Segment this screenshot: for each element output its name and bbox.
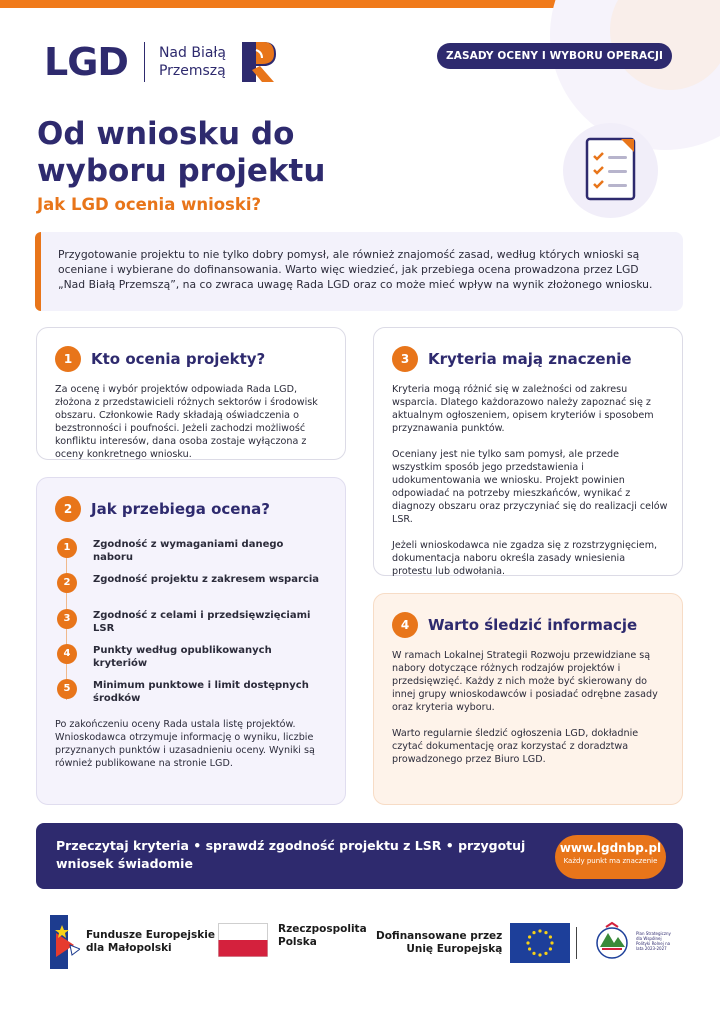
section-paragraph: Kryteria mogą różnić się w zależności od zakresu wsparcia. Dlatego każdorazowo należy zapoznać się z aktualnym ogłoszeniem, opisem kryteriów i sposobem przyznawania punktów. bbox=[392, 384, 654, 434]
step-number: 3 bbox=[57, 609, 77, 629]
page-title bbox=[37, 116, 457, 190]
fem-line2: dla Małopolski bbox=[86, 942, 172, 954]
fem-line1: Fundusze Europejskie bbox=[86, 929, 215, 941]
section-paragraph: Jeżeli wnioskodawca nie zgadza się z rozstrzygnięciem, dokumentacja naboru określa zasady wniesienia protestu lub odwołania. bbox=[392, 540, 658, 577]
psp-logo bbox=[592, 921, 672, 961]
section-header bbox=[55, 346, 265, 372]
category-tag: ZASADY OCENY I WYBORU OPERACJI bbox=[437, 43, 672, 69]
cta-banner bbox=[36, 823, 683, 889]
step-number: 5 bbox=[57, 679, 77, 699]
section-paragraph: Za ocenę i wybór projektów odpowiada Rada LGD, złożona z przedstawicieli różnych sektorów i środowisk obszaru. Członkowie Rady składają oświadczenia o bezstronności i poufności. Jeżeli zachodzi możliwość konfliktu interesów, dana osoba zostaje wyłączona z oceny konkretnego wniosku. bbox=[55, 384, 318, 460]
section-evaluation-process bbox=[36, 477, 346, 805]
psp-text: Plan Strategiczny dla Wspólnej Polityki Rolnej na lata 2023-2027 bbox=[636, 931, 671, 951]
section-number: 2 bbox=[55, 496, 81, 522]
section-header bbox=[392, 346, 632, 372]
step-text: Punkty według opublikowanych kryteriów bbox=[93, 645, 272, 669]
polish-flag-icon bbox=[218, 923, 268, 957]
rp-logo bbox=[218, 923, 367, 957]
step-item bbox=[57, 573, 323, 593]
cta-text: Przeczytaj kryteria • sprawdź zgodność projektu z LSR • przygotuj wniosek świadomie bbox=[56, 838, 526, 871]
eu-flag-icon bbox=[510, 923, 570, 963]
section-number: 3 bbox=[392, 346, 418, 372]
section-title: Jak przebiega ocena? bbox=[91, 500, 270, 518]
rp-line1: Rzeczpospolita bbox=[278, 923, 367, 935]
checklist-badge bbox=[563, 123, 658, 218]
website-tagline: Każdy punkt ma znaczenie bbox=[563, 857, 658, 865]
section-text bbox=[392, 649, 668, 779]
checklist-icon bbox=[563, 123, 658, 218]
title-line2: wyboru projektu bbox=[37, 153, 326, 189]
section-title: Kryteria mają znaczenie bbox=[428, 350, 632, 368]
section-number: 4 bbox=[392, 612, 418, 638]
section-title: Warto śledzić informacje bbox=[428, 616, 638, 634]
eu-logo bbox=[376, 923, 570, 963]
website-pill[interactable] bbox=[555, 835, 666, 879]
fem-logo bbox=[50, 915, 215, 969]
section-who-evaluates bbox=[36, 327, 346, 460]
river-logo-icon bbox=[240, 40, 284, 84]
step-text: Zgodność z celami i przedsięwzięciami LSR bbox=[93, 610, 311, 634]
step-number: 4 bbox=[57, 644, 77, 664]
title-line1: Od wniosku do bbox=[37, 116, 295, 152]
section-title: Kto ocenia projekty? bbox=[91, 350, 266, 368]
rp-line2: Polska bbox=[278, 936, 317, 948]
section-follow-information bbox=[373, 593, 683, 805]
section-paragraph: Warto regularnie śledzić ogłoszenia LGD, dokładnie czytać dokumentację oraz korzystać z doradztwa prowadzonego przez Biuro LGD. bbox=[392, 728, 639, 765]
step-number: 1 bbox=[57, 538, 77, 558]
section-paragraph: Po zakończeniu oceny Rada ustala listę projektów. Wnioskodawca otrzymuje informację o wyniku, liczbie przyznanych punktów i uzasadnieniu oceny. Wyniki są również publikowane na stronie LGD. bbox=[55, 719, 315, 769]
step-item bbox=[57, 644, 323, 670]
step-item bbox=[57, 538, 323, 564]
step-item bbox=[57, 679, 323, 705]
section-header bbox=[55, 496, 270, 522]
logo-name-line2: Przemszą bbox=[158, 63, 226, 79]
logo-separator bbox=[144, 42, 145, 82]
step-item bbox=[57, 609, 323, 635]
footer-divider bbox=[576, 927, 577, 959]
step-text: Zgodność z wymaganiami danego naboru bbox=[93, 539, 284, 563]
step-text: Minimum punktowe i limit dostępnych środków bbox=[93, 680, 309, 704]
funding-footer bbox=[0, 905, 720, 980]
psp-emblem-icon bbox=[592, 921, 632, 961]
step-number: 2 bbox=[57, 573, 77, 593]
page-subtitle: Jak LGD ocenia wnioski? bbox=[37, 195, 262, 214]
eu-line2: Unię Europejską bbox=[406, 943, 503, 955]
section-header bbox=[392, 612, 637, 638]
step-text: Zgodność projektu z zakresem wsparcia bbox=[93, 574, 319, 585]
section-text bbox=[392, 383, 668, 591]
intro-text: Przygotowanie projektu to nie tylko dobry pomysł, ale również znajomość zasad, według których wnioski są oceniane i wybierane do dofinansowania. Warto więc wiedzieć, jak przebiega ocena prowadzona przez LGD „Nad Białą Przemszą”, na co zwraca uwagę Rada LGD oraz co może mieć wpływ na wynik złożonego wniosku. bbox=[58, 248, 653, 291]
logo-name-line1: Nad Białą bbox=[158, 45, 226, 61]
section-number: 1 bbox=[55, 346, 81, 372]
logo-short: LGD bbox=[44, 40, 128, 84]
eu-line1: Dofinansowane przez bbox=[376, 930, 503, 942]
section-criteria bbox=[373, 327, 683, 576]
section-text bbox=[55, 383, 331, 474]
section-paragraph: Oceniany jest nie tylko sam pomysł, ale przede wszystkim sposób jego przedstawienia i udokumentowania we wniosku. Projekt powinien odpowiadać na potrzeby mieszkańców, wynikać z diagnozy obszaru oraz przyczyniać się do realizacji celów LSR. bbox=[392, 449, 668, 525]
section-paragraph: W ramach Lokalnej Strategii Rozwoju przewidziane są nabory dotyczące różnych rodzajów projektów i przedsięwzięć. Każdy z nich może być skierowany do innej grupy wnioskodawców i posiadać odrębne zasady oraz kryteria wyboru. bbox=[392, 650, 658, 713]
lgd-logo bbox=[44, 40, 284, 84]
website-link[interactable]: www.lgdnbp.pl bbox=[559, 841, 662, 855]
intro-box bbox=[35, 232, 683, 311]
section-text bbox=[55, 718, 331, 783]
logo-name bbox=[159, 44, 226, 80]
fem-emblem-icon bbox=[50, 915, 80, 969]
